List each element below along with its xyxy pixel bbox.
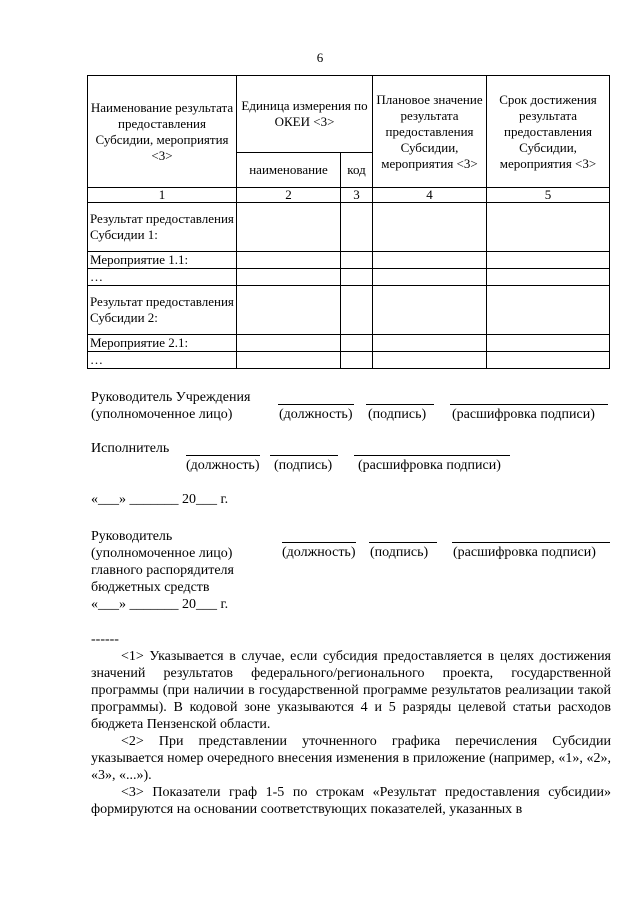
header-result-name: Наименование результата предоставления Субсидии, мероприятия <3> — [88, 76, 237, 188]
signature-line — [366, 403, 434, 405]
page-number: 6 — [316, 50, 324, 65]
signature-caption: (подпись) — [368, 407, 427, 422]
col-number: 4 — [373, 188, 487, 203]
head-label: Руководитель — [91, 529, 173, 544]
position-caption: (должность) — [282, 545, 356, 560]
header-unit-name: наименование — [237, 153, 341, 188]
footnotes — [91, 648, 611, 818]
position-caption: (должность) — [186, 458, 260, 473]
executor-label: Исполнитель — [91, 441, 170, 456]
decoding-line — [354, 454, 510, 456]
budget-funds-label: бюджетных средств — [91, 580, 210, 595]
authorized-person-label: (уполномоченное лицо) — [91, 407, 233, 422]
position-caption: (должность) — [279, 407, 353, 422]
header-unit-code: код — [341, 153, 373, 188]
col-number: 1 — [88, 188, 237, 203]
position-line — [282, 541, 356, 543]
date-line: «___» _______ 20___ г. — [91, 492, 229, 507]
decoding-line — [452, 541, 610, 543]
table-row — [88, 352, 610, 369]
table-row — [88, 286, 610, 335]
signature-caption: (подпись) — [274, 458, 333, 473]
row-label: Результат предоставления Субсидии 1: — [88, 203, 237, 252]
signature-caption: (подпись) — [370, 545, 429, 560]
date-line: «___» _______ 20___ г. — [91, 597, 229, 612]
col-number: 2 — [237, 188, 341, 203]
table-row — [88, 203, 610, 252]
position-line — [278, 403, 354, 405]
decoding-caption: (расшифровка подписи) — [452, 407, 595, 422]
authorized-person-label: (уполномоченное лицо) — [91, 546, 233, 561]
footnote-3: <3> Показатели граф 1-5 по строкам «Результат предоставления субсидии» формируются на основании соответствующих показателей, указанных в — [91, 785, 611, 817]
table-row — [88, 269, 610, 286]
footnote-1: <1> Указывается в случае, если субсидия предоставляется в целях достижения значений результатов федерального/регионального проекта, государственной программы (при наличии в государственной программе результатов реализации такой программы). В кодовой зоне указываются 4 и 5 разряды целевой статьи расходов бюджета Пензенской области. — [91, 649, 611, 732]
table-row — [88, 252, 610, 269]
signature-line — [270, 454, 338, 456]
results-table — [87, 75, 610, 369]
row-label: … — [88, 269, 237, 286]
row-label: … — [88, 352, 237, 369]
head-institution-label: Руководитель Учреждения — [91, 390, 251, 405]
footnote-separator: ------ — [91, 632, 119, 647]
signature-line — [369, 541, 437, 543]
row-label: Мероприятие 2.1: — [88, 335, 237, 352]
header-unit: Единица измерения по ОКЕИ <3> — [237, 76, 373, 153]
header-plan-value: Плановое значение результата предоставления Субсидии, мероприятия <3> — [373, 76, 487, 188]
decoding-caption: (расшифровка подписи) — [358, 458, 501, 473]
header-term: Срок достижения результата предоставления Субсидии, мероприятия <3> — [487, 76, 610, 188]
row-label: Мероприятие 1.1: — [88, 252, 237, 269]
position-line — [186, 454, 260, 456]
row-label: Результат предоставления Субсидии 2: — [88, 286, 237, 335]
col-number: 3 — [341, 188, 373, 203]
table-row — [88, 335, 610, 352]
col-number: 5 — [487, 188, 610, 203]
footnote-2: <2> При представлении уточненного графика перечисления Субсидии указывается номер очередного внесения изменения в приложение (например, «1», «2», «3», «...»). — [91, 734, 611, 783]
main-manager-label: главного распорядителя — [91, 563, 234, 578]
decoding-caption: (расшифровка подписи) — [453, 545, 596, 560]
decoding-line — [450, 403, 608, 405]
